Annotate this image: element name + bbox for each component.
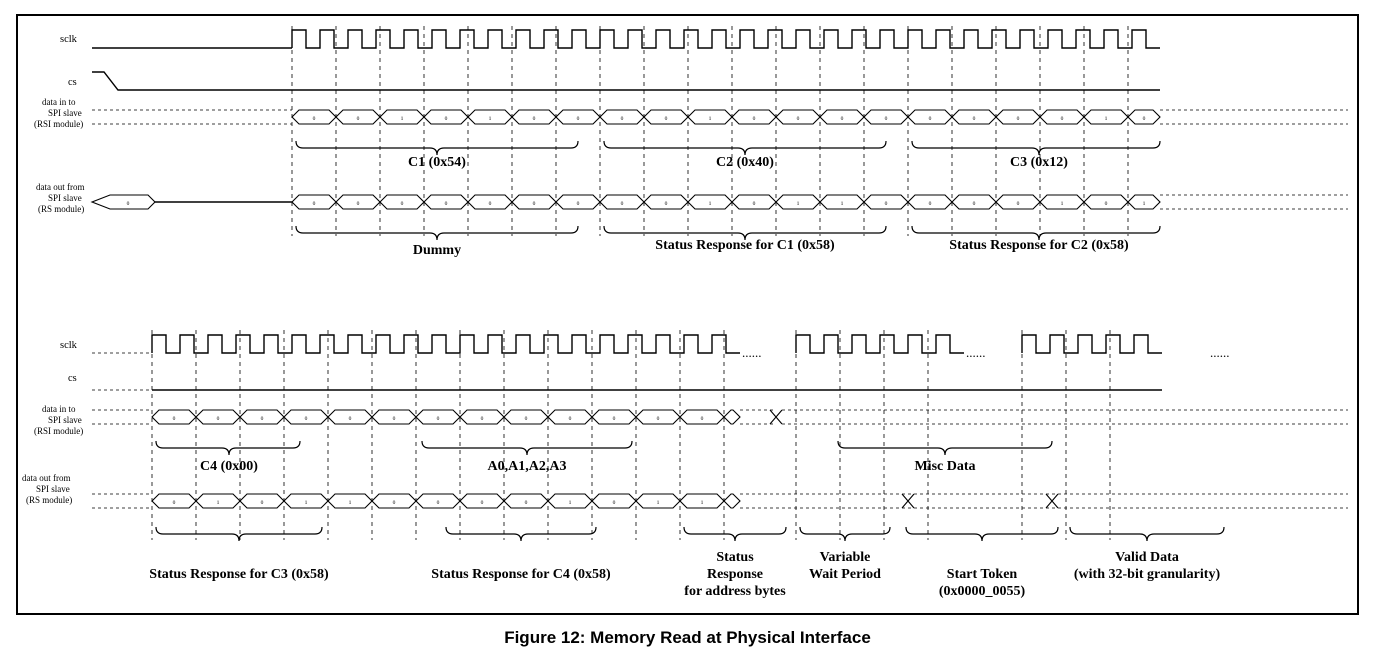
svg-text:1: 1: [796, 201, 800, 207]
svg-text:0: 0: [1142, 116, 1146, 122]
svg-text:1: 1: [1104, 116, 1108, 122]
brace-group-addr: [422, 441, 632, 455]
svg-text:0: 0: [532, 116, 536, 122]
svg-text:0: 0: [356, 116, 360, 122]
svg-text:0: 0: [444, 116, 448, 122]
brace-group-c1: [296, 141, 578, 155]
svg-text:0: 0: [126, 201, 130, 207]
svg-text:0: 0: [312, 201, 316, 207]
svg-text:1: 1: [400, 116, 404, 122]
svg-text:0: 0: [928, 201, 932, 207]
svg-text:0: 0: [1016, 201, 1020, 207]
label-dataout-bottom-l1: data out from: [22, 473, 71, 483]
svg-text:1: 1: [304, 500, 308, 506]
svg-text:0: 0: [972, 201, 976, 207]
label-group-status-c3: Status Response for C3 (0x58): [149, 567, 329, 582]
figure-caption: Figure 12: Memory Read at Physical Interface: [504, 628, 871, 647]
svg-text:0: 0: [1060, 116, 1064, 122]
svg-text:0: 0: [304, 416, 308, 422]
svg-text:0: 0: [884, 116, 888, 122]
brace-group-c2: [604, 141, 886, 155]
brace-group-status-addr: [684, 527, 786, 541]
label-dataout-top-l3: (RS module): [38, 204, 85, 214]
label-dataout-bottom-l2: SPI slave: [36, 484, 70, 494]
svg-text:0: 0: [480, 500, 484, 506]
svg-text:0: 0: [1016, 116, 1020, 122]
svg-text:1: 1: [216, 500, 220, 506]
svg-text:0: 0: [884, 201, 888, 207]
label-group-status-c4: Status Response for C4 (0x58): [431, 567, 611, 582]
svg-text:0: 0: [620, 116, 624, 122]
svg-text:0: 0: [1104, 201, 1108, 207]
label-group-status-c2: Status Response for C2 (0x58): [949, 238, 1129, 253]
label-group-dummy: Dummy: [412, 243, 462, 258]
svg-text:0: 0: [928, 116, 932, 122]
svg-text:0: 0: [216, 416, 220, 422]
svg-text:0: 0: [400, 201, 404, 207]
svg-text:0: 0: [664, 116, 668, 122]
svg-text:1: 1: [568, 500, 572, 506]
label-group-status-addr-l3: for address bytes: [684, 584, 786, 599]
label-dataout-bottom-l3: (RS module): [26, 495, 73, 505]
svg-text:0: 0: [488, 201, 492, 207]
svg-text:0: 0: [524, 500, 528, 506]
svg-text:0: 0: [172, 416, 176, 422]
svg-text:0: 0: [172, 500, 176, 506]
svg-text:0: 0: [436, 416, 440, 422]
svg-text:0: 0: [260, 500, 264, 506]
svg-text:0: 0: [436, 500, 440, 506]
brace-group-c4: [156, 441, 300, 455]
label-cs-top: cs: [68, 77, 77, 88]
waveform-datain-top: [92, 110, 1348, 124]
label-group-status-c1: Status Response for C1 (0x58): [655, 238, 835, 253]
svg-text:1: 1: [1060, 201, 1064, 207]
waveform-dataout-bottom: [92, 494, 1348, 508]
brace-group-start-token: [906, 527, 1058, 541]
svg-text:1: 1: [656, 500, 660, 506]
svg-text:1: 1: [708, 201, 712, 207]
label-group-addr: A0,A1,A2,A3: [487, 459, 567, 474]
ellipsis-sclk-2: ......: [966, 345, 986, 360]
svg-text:0: 0: [392, 416, 396, 422]
svg-text:0: 0: [840, 116, 844, 122]
label-group-wait-l1: Variable: [819, 550, 871, 565]
waveform-dataout-top: [92, 195, 1348, 209]
label-group-c3: C3 (0x12): [1010, 155, 1068, 170]
svg-text:0: 0: [392, 500, 396, 506]
label-group-wait-l2: Wait Period: [809, 567, 881, 582]
svg-text:0: 0: [972, 116, 976, 122]
label-group-valid-data-l2: (with 32-bit granularity): [1073, 567, 1221, 582]
svg-text:1: 1: [488, 116, 492, 122]
svg-text:1: 1: [348, 500, 352, 506]
svg-text:0: 0: [260, 416, 264, 422]
label-group-c2: C2 (0x40): [716, 155, 774, 170]
label-datain-bottom-l2: SPI slave: [48, 415, 82, 425]
svg-text:0: 0: [796, 116, 800, 122]
label-datain-top-l1: data in to: [42, 97, 76, 107]
brace-group-wait: [800, 527, 890, 541]
label-datain-bottom-l3: (RSI module): [34, 426, 84, 436]
svg-text:0: 0: [612, 416, 616, 422]
label-group-c4: C4 (0x00): [200, 459, 258, 474]
waveform-sclk-top: [92, 30, 1160, 48]
label-datain-top-l2: SPI slave: [48, 108, 82, 118]
brace-group-status-c4: [446, 527, 596, 541]
svg-text:0: 0: [752, 116, 756, 122]
label-sclk-top: sclk: [60, 34, 77, 45]
label-cs-bottom: cs: [68, 373, 77, 384]
svg-text:1: 1: [1142, 201, 1146, 207]
svg-text:0: 0: [348, 416, 352, 422]
svg-text:0: 0: [524, 416, 528, 422]
label-group-c1: C1 (0x54): [408, 155, 466, 170]
svg-text:0: 0: [612, 500, 616, 506]
label-group-valid-data-l1: Valid Data: [1115, 550, 1179, 565]
label-group-status-addr-l1: Status: [716, 550, 754, 565]
svg-text:0: 0: [532, 201, 536, 207]
waveform-sclk-bottom: [92, 335, 1230, 360]
label-group-misc: Misc Data: [914, 459, 976, 474]
label-datain-top-l3: (RSI module): [34, 119, 84, 129]
label-group-start-token-l1: Start Token: [946, 567, 1018, 582]
ellipsis-sclk-1: ......: [742, 345, 762, 360]
svg-text:1: 1: [840, 201, 844, 207]
label-group-status-addr-l2: Response: [706, 567, 764, 582]
brace-group-misc: [838, 441, 1052, 455]
waveform-cs-top: [92, 72, 1160, 90]
svg-text:0: 0: [356, 201, 360, 207]
svg-text:0: 0: [620, 201, 624, 207]
svg-text:0: 0: [568, 416, 572, 422]
svg-text:0: 0: [444, 201, 448, 207]
svg-text:0: 0: [664, 201, 668, 207]
label-dataout-top-l1: data out from: [36, 182, 85, 192]
svg-text:0: 0: [656, 416, 660, 422]
svg-text:0: 0: [480, 416, 484, 422]
svg-text:0: 0: [312, 116, 316, 122]
label-group-start-token-l2: (0x0000_0055): [938, 584, 1026, 599]
label-dataout-top-l2: SPI slave: [48, 193, 82, 203]
label-sclk-bottom: sclk: [60, 340, 77, 351]
svg-text:0: 0: [752, 201, 756, 207]
label-datain-bottom-l1: data in to: [42, 404, 76, 414]
svg-text:1: 1: [708, 116, 712, 122]
brace-group-dummy: [296, 226, 578, 240]
brace-group-c3: [912, 141, 1160, 155]
ellipsis-sclk-3: ......: [1210, 345, 1230, 360]
svg-text:0: 0: [576, 201, 580, 207]
brace-group-status-c3: [156, 527, 322, 541]
svg-text:0: 0: [700, 416, 704, 422]
brace-group-valid-data: [1070, 527, 1224, 541]
waveform-datain-bottom: [92, 410, 1348, 424]
svg-text:0: 0: [576, 116, 580, 122]
svg-text:1: 1: [700, 500, 704, 506]
